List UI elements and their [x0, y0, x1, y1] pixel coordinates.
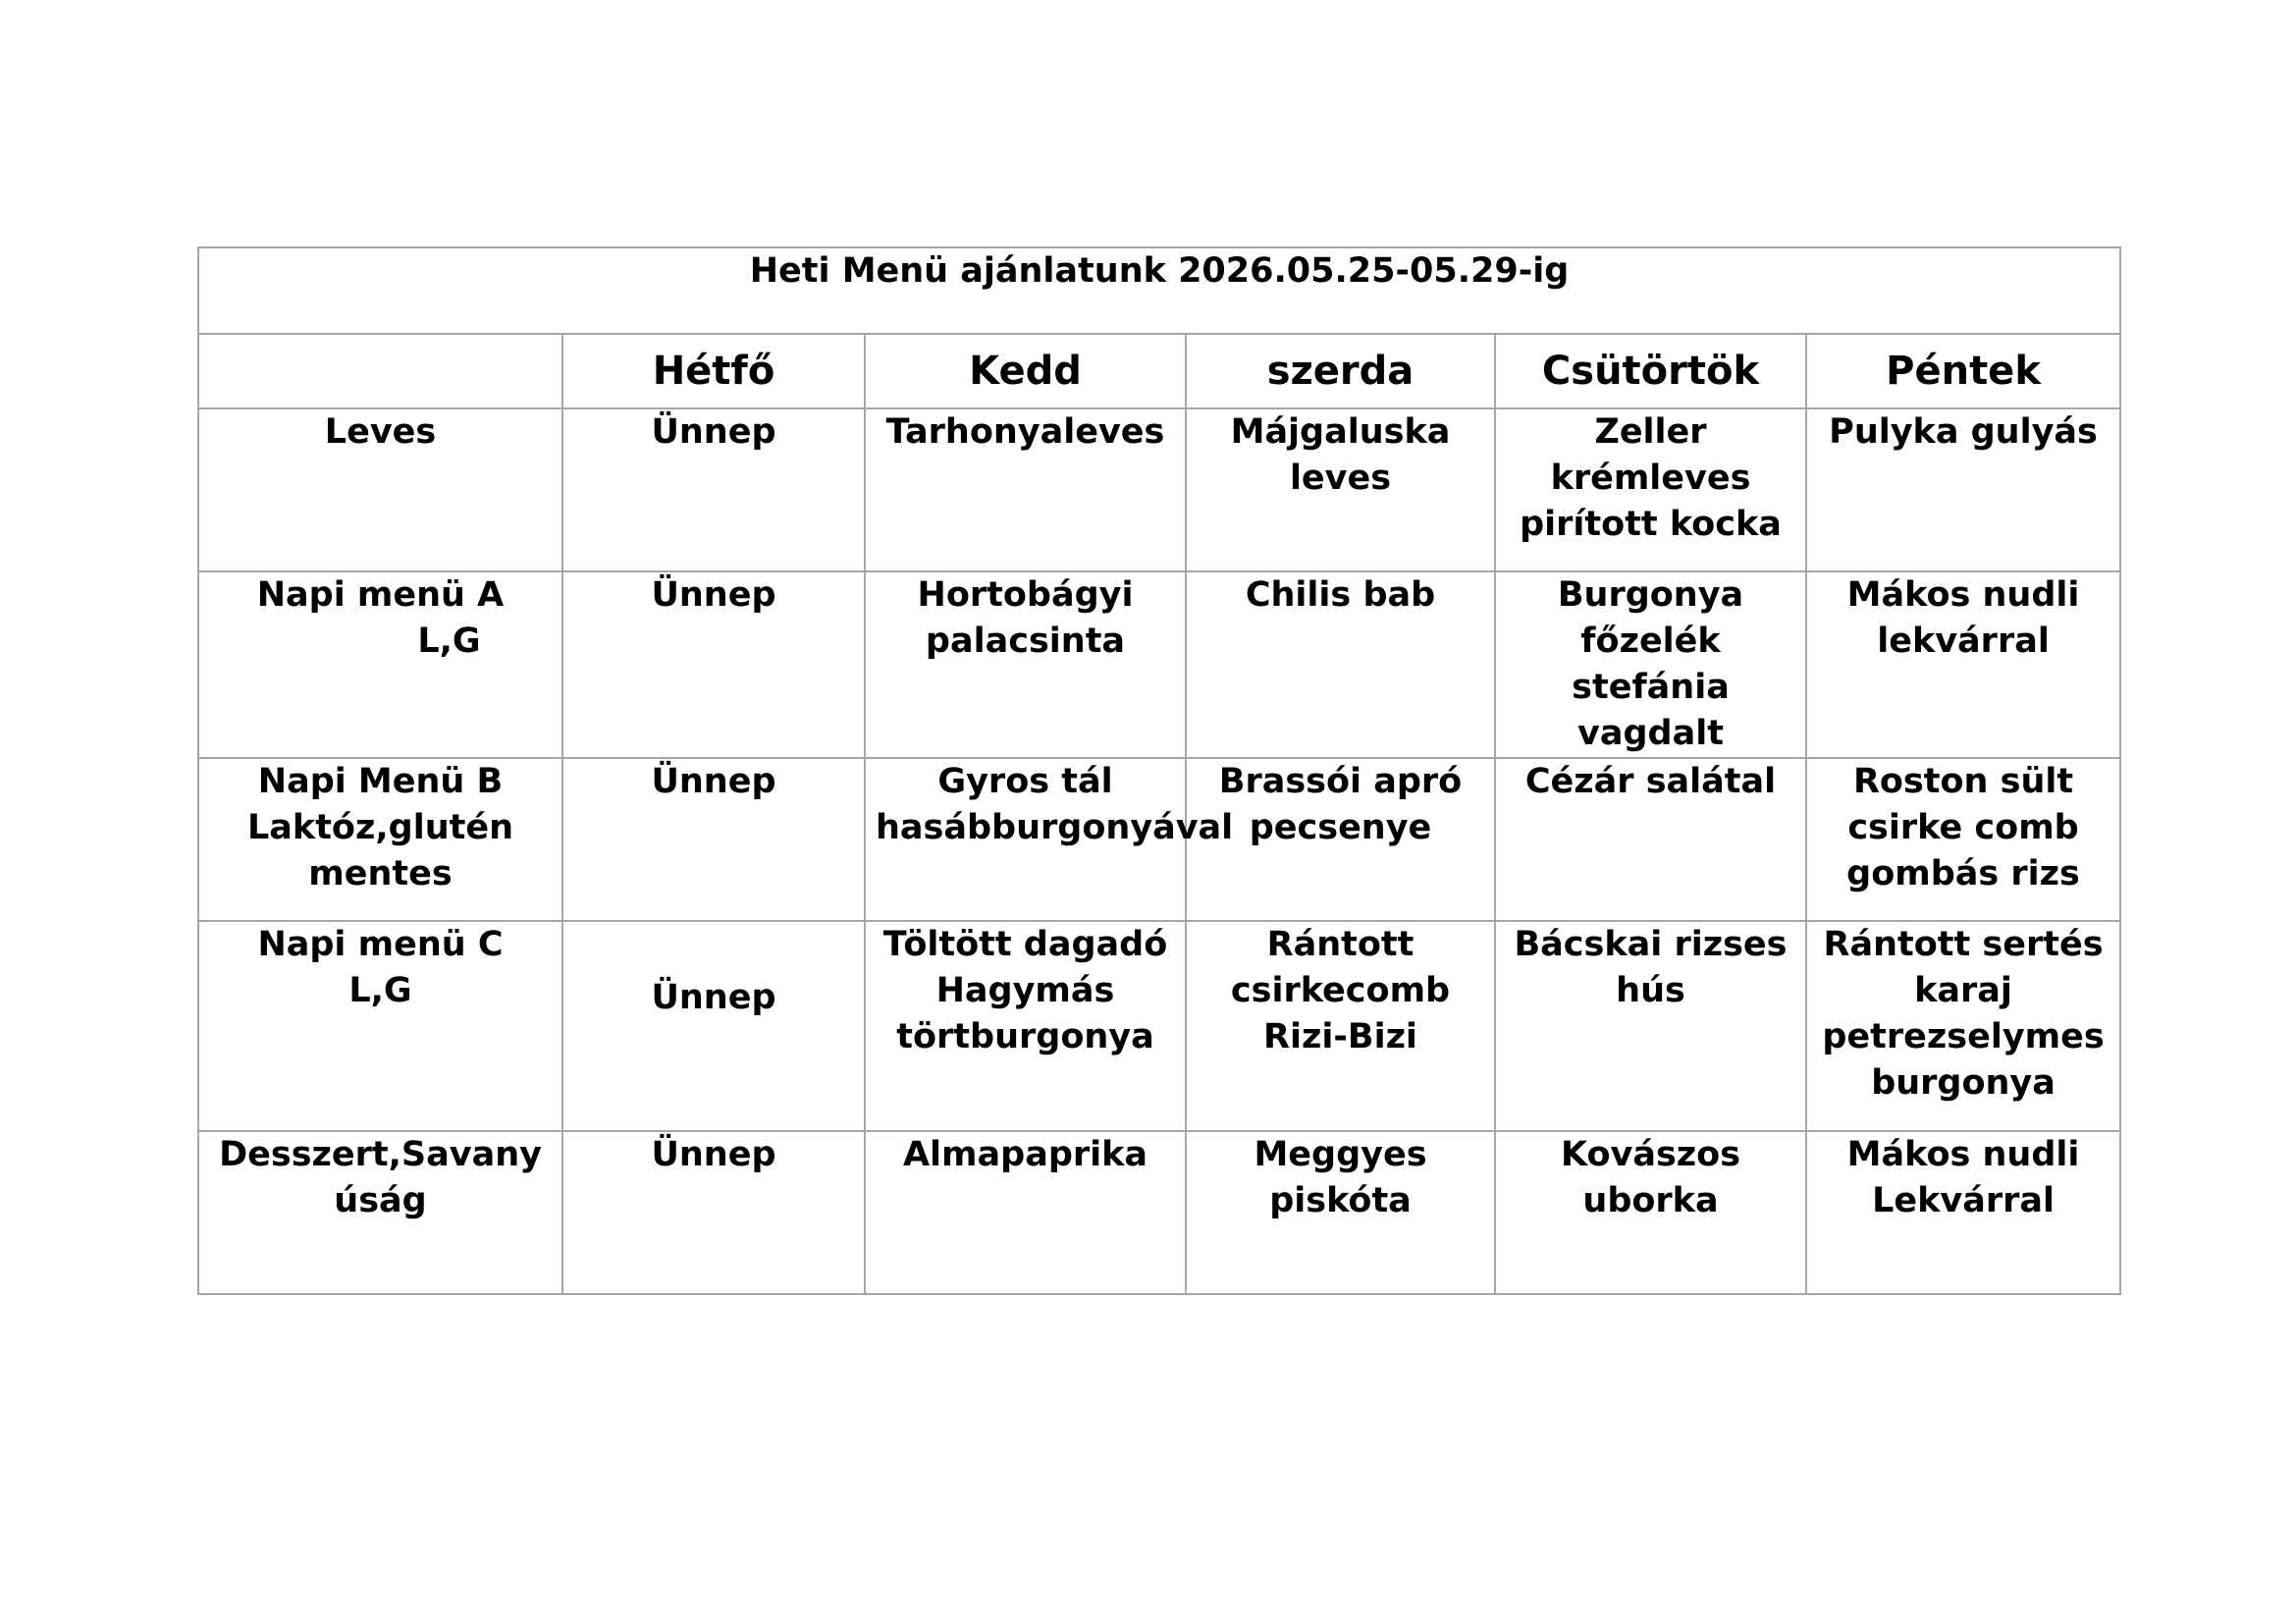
menu-cell: Gyros tál hasábburgonyával	[865, 758, 1186, 921]
menu-cell: Töltött dagadó Hagymás törtburgonya	[865, 921, 1186, 1131]
menu-cell: Zeller krémleves pirított kocka	[1495, 408, 1806, 571]
corner-cell	[198, 334, 562, 408]
row-label-menu-c-name: Napi menü C	[257, 925, 504, 964]
menu-cell: Rántott csirkecomb Rizi-Bizi	[1186, 921, 1495, 1131]
menu-cell: Brassói apró pecsenye	[1186, 758, 1495, 921]
day-header-wednesday: szerda	[1186, 334, 1495, 408]
menu-cell: Meggyes piskóta	[1186, 1131, 1495, 1294]
menu-cell: Májgaluska leves	[1186, 408, 1495, 571]
table-row-menu-c	[198, 921, 2120, 1131]
row-label-menu-b: Napi Menü B Laktóz,glutén mentes	[198, 758, 562, 921]
menu-cell: Ünnep	[562, 758, 865, 921]
day-header-friday: Péntek	[1806, 334, 2120, 408]
menu-cell: Tarhonyaleves	[865, 408, 1186, 571]
menu-cell: Ünnep	[562, 571, 865, 758]
menu-cell: Ünnep	[562, 408, 865, 571]
day-header-row	[198, 334, 2120, 408]
row-label-desszert: Desszert,Savanyúság	[198, 1131, 562, 1294]
menu-cell: Rántott sertés karaj petrezselymes burgonya	[1806, 921, 2120, 1131]
menu-title: Heti Menü ajánlatunk 2026.05.25-05.29-ig	[198, 247, 2120, 334]
row-label-leves: Leves	[198, 408, 562, 571]
menu-cell: Mákos nudli lekvárral	[1806, 571, 2120, 758]
menu-cell: Bácskai rizses hús	[1495, 921, 1806, 1131]
menu-cell: Hortobágyi palacsinta	[865, 571, 1186, 758]
menu-cell: Ünnep	[562, 921, 865, 1131]
table-row-menu-b	[198, 758, 2120, 921]
day-header-thursday: Csütörtök	[1495, 334, 1806, 408]
menu-cell: Burgonya főzelék stefánia vagdalt	[1495, 571, 1806, 758]
row-label-menu-c	[198, 921, 562, 1131]
row-label-menu-a	[198, 571, 562, 758]
day-header-tuesday: Kedd	[865, 334, 1186, 408]
table-row-leves	[198, 408, 2120, 571]
row-label-menu-a-name: Napi menü A	[256, 575, 505, 615]
day-header-monday: Hétfő	[562, 334, 865, 408]
menu-cell: Kovászos uborka	[1495, 1131, 1806, 1294]
menu-cell: Chilis bab	[1186, 571, 1495, 758]
table-row-menu-a	[198, 571, 2120, 758]
title-row	[198, 247, 2120, 334]
menu-cell: Ünnep	[562, 1131, 865, 1294]
menu-cell: Cézár salátal	[1495, 758, 1806, 921]
menu-cell: Mákos nudli Lekvárral	[1806, 1131, 2120, 1294]
row-label-menu-c-allergens: L,G	[348, 971, 412, 1010]
menu-cell: Almapaprika	[865, 1131, 1186, 1294]
weekly-menu-table	[197, 246, 2121, 1295]
menu-cell: Roston sült csirke comb gombás rizs	[1806, 758, 2120, 921]
table-row-desszert	[198, 1131, 2120, 1294]
row-label-menu-a-allergens: L,G	[417, 622, 481, 661]
menu-cell: Pulyka gulyás	[1806, 408, 2120, 571]
